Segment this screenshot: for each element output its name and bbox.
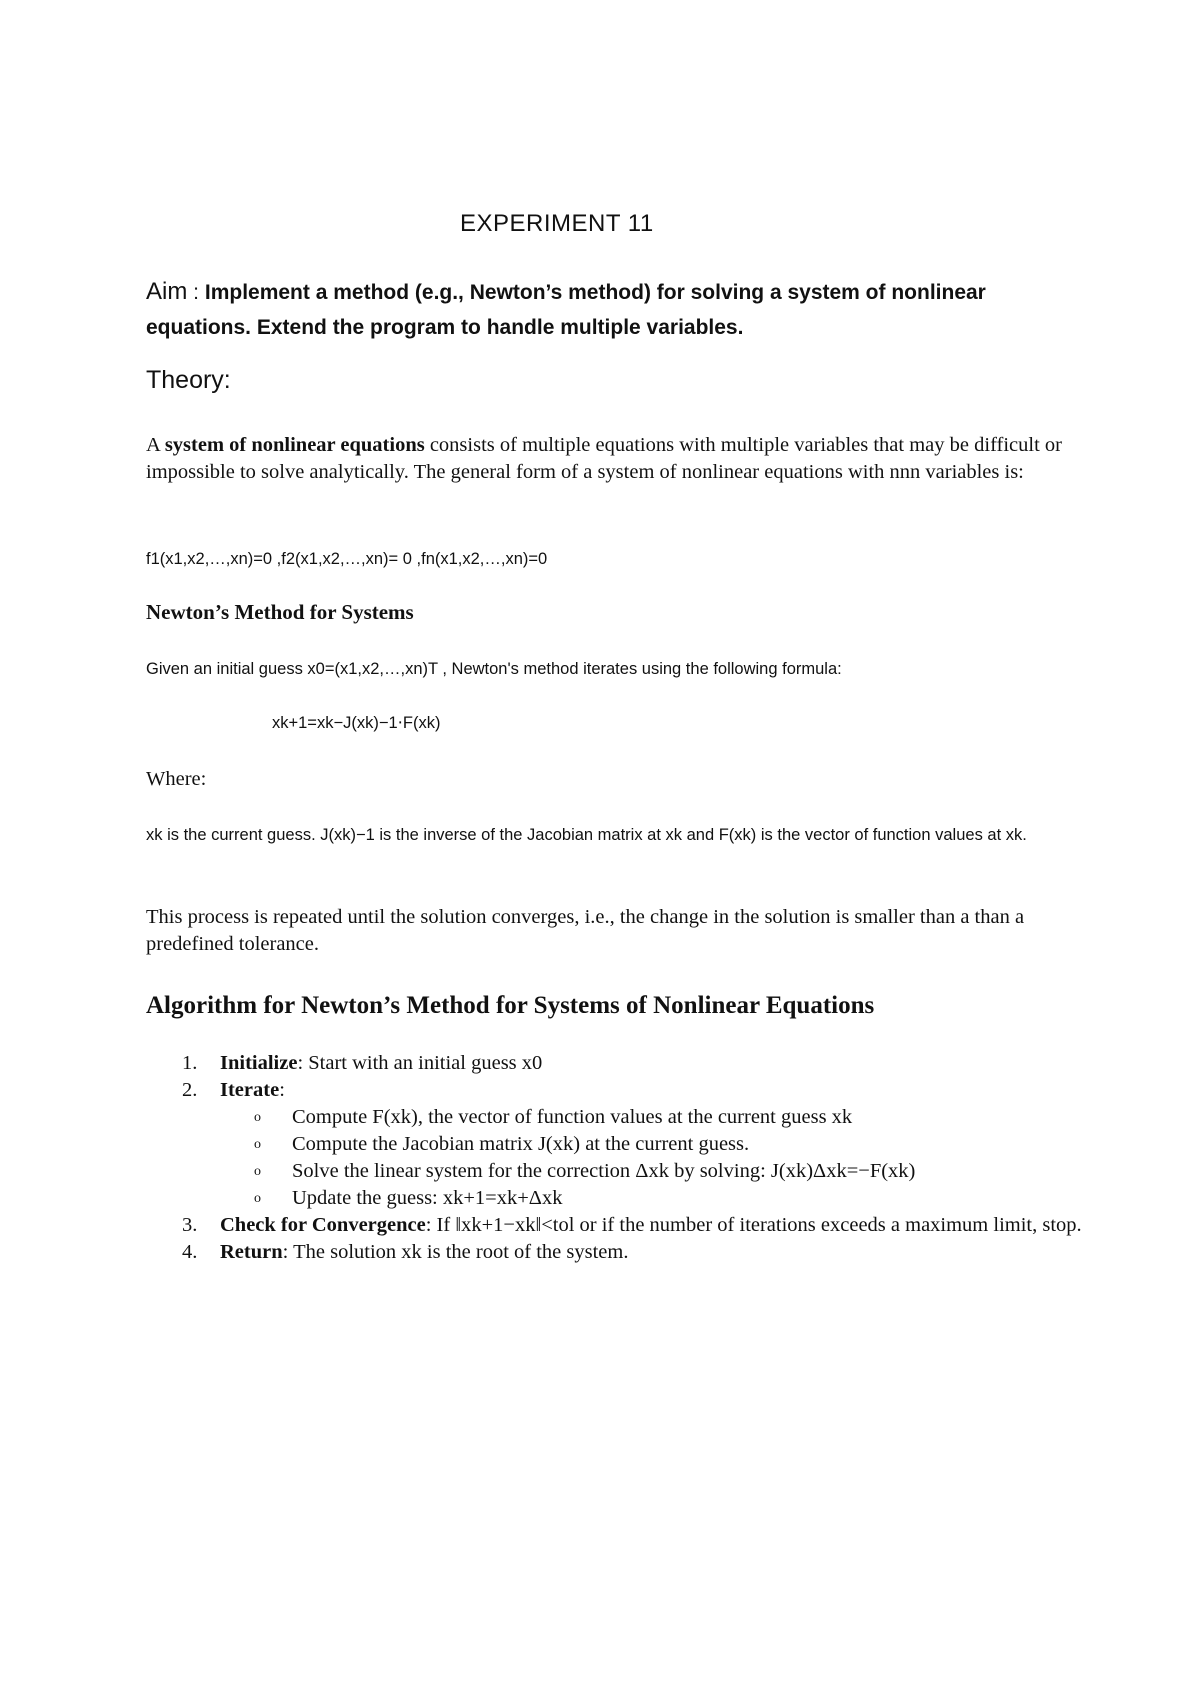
theory-heading: Theory: — [146, 366, 231, 394]
substep — [220, 1104, 1086, 1131]
equations-line: f1(x1,x2,…,xn)=0 ,f2(x1,x2,…,xn)= 0 ,fn(x1,x2,…,xn)=0 — [146, 550, 548, 568]
aim-label: Aim — [146, 278, 188, 305]
substep — [220, 1131, 1086, 1158]
substep — [220, 1185, 1086, 1212]
newton-text: Given an initial guess x0=(x1,x2,…,xn)T , Newton's method iterates using the following formula: — [146, 660, 842, 678]
substep — [220, 1158, 1086, 1185]
newton-heading: Newton’s Method for Systems — [146, 600, 414, 624]
step-title: Check for Convergence — [220, 1214, 426, 1236]
step-title: Return — [220, 1241, 283, 1263]
step-number: 4. — [182, 1241, 198, 1263]
intro-rest: consists of multiple equations with multiple variables that may be difficult or impossible to solve analytically. The general form of a system of nonlinear equations with nnn variables is: — [146, 434, 1062, 483]
substep-text: Solve the linear system for the correction Δxk by solving: J(xk)Δxk=−F(xk) — [292, 1160, 916, 1182]
substep-text: Compute the Jacobian matrix J(xk) at the current guess. — [292, 1133, 750, 1155]
circle-bullet-icon: o — [254, 1164, 261, 1179]
step-text: : — [279, 1079, 285, 1101]
algorithm-step — [146, 1077, 1086, 1212]
substep-text: Update the guess: xk+1=xk+Δxk — [292, 1187, 563, 1209]
iterate-substeps — [220, 1104, 1086, 1212]
step-title: Iterate — [220, 1079, 280, 1101]
theory-intro-paragraph — [146, 432, 1076, 486]
step-number: 3. — [182, 1214, 198, 1236]
aim-paragraph — [146, 274, 1066, 345]
aim-text: Implement a method (e.g., Newton’s method) for solving a system of nonlinear equations. Extend the program to handle multiple variables. — [146, 281, 986, 339]
repeat-paragraph: This process is repeated until the solution converges, i.e., the change in the solution is smaller than a than a predefined tolerance. — [146, 906, 1025, 955]
page-title: EXPERIMENT 11 — [460, 210, 654, 237]
circle-bullet-icon: o — [254, 1137, 261, 1152]
aim-separator: : — [187, 281, 205, 304]
intro-bold-term: system of nonlinear equations — [164, 434, 425, 456]
where-label: Where: — [146, 768, 207, 790]
step-text: : If ‖xk+1−xk‖<tol or if the number of iterations exceeds a maximum limit, stop. — [425, 1214, 1082, 1236]
algorithm-steps — [146, 1050, 1086, 1266]
step-text: : Start with an initial guess x0 — [297, 1052, 543, 1074]
circle-bullet-icon: o — [254, 1191, 261, 1206]
step-text: : The solution xk is the root of the system. — [282, 1241, 629, 1263]
algorithm-step — [146, 1050, 1086, 1077]
step-number: 1. — [182, 1052, 198, 1074]
step-number: 2. — [182, 1079, 198, 1101]
substep-text: Compute F(xk), the vector of function values at the current guess xk — [292, 1106, 853, 1128]
step-title: Initialize — [220, 1052, 298, 1074]
newton-formula: xk+1=xk−J(xk)−1⋅F(xk) — [272, 714, 441, 732]
circle-bullet-icon: o — [254, 1110, 261, 1125]
algorithm-step — [146, 1212, 1086, 1239]
algorithm-step — [146, 1239, 1086, 1266]
algorithm-heading: Algorithm for Newton’s Method for Systems of Nonlinear Equations — [146, 992, 875, 1019]
where-text: xk is the current guess. J(xk)−1 is the inverse of the Jacobian matrix at xk and F(xk) is the vector of function values at xk. — [146, 826, 1027, 844]
intro-prefix: A — [146, 434, 165, 456]
